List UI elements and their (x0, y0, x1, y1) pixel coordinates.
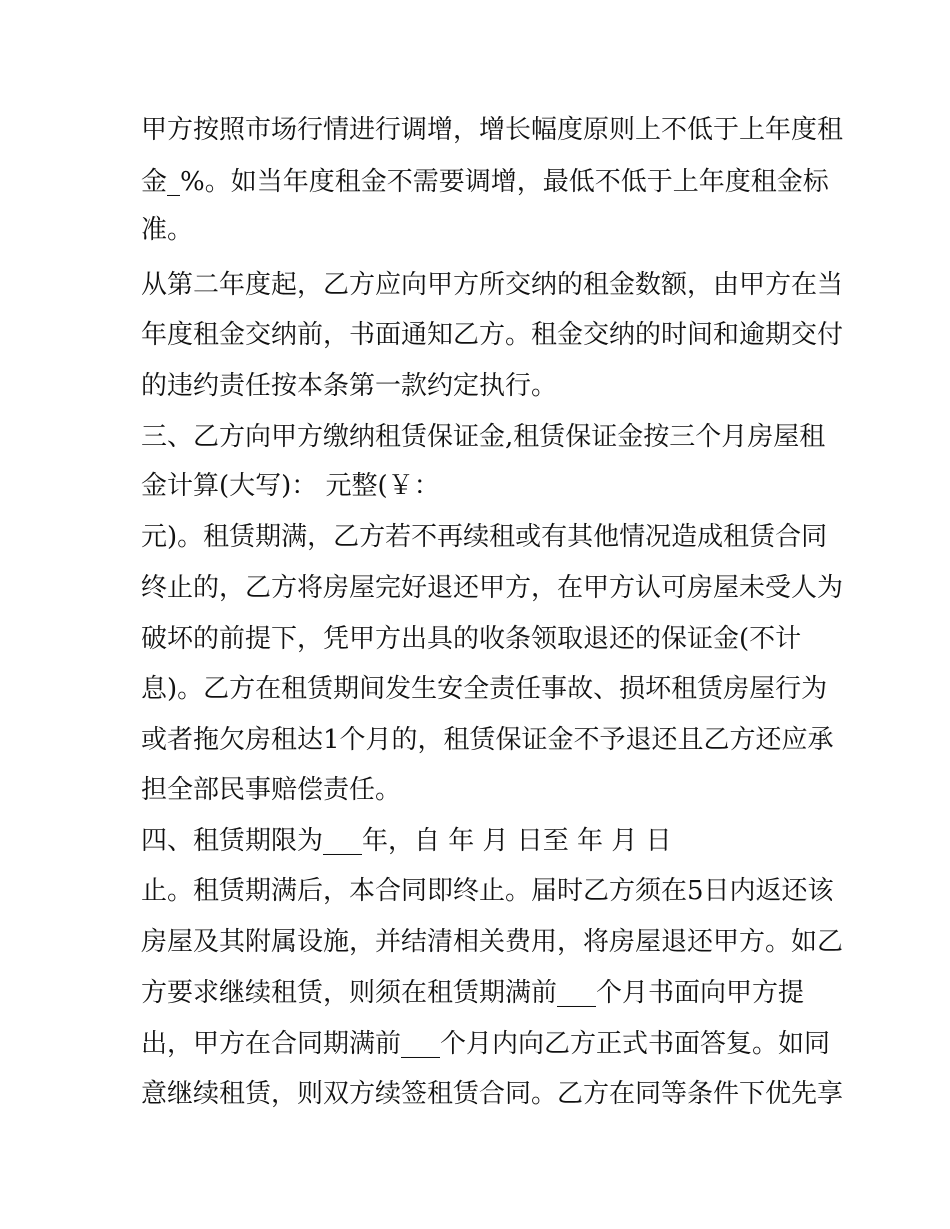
text-line-7: 三、乙方向甲方缴纳租赁保证金,租赁保证金按三个月房屋租 (141, 422, 826, 452)
text-line-5: 年度租金交纳前，书面通知乙方。租金交纳的时间和逾期交付 (141, 320, 844, 350)
text-line-17: 房屋及其附属设施，并结清相关费用，将房屋退还甲方。如乙 (141, 927, 844, 957)
text-line-14: 担全部民事赔偿责任。 (141, 775, 402, 805)
text-line-11: 破坏的前提下，凭甲方出具的收条领取退还的保证金(不计 (141, 624, 802, 654)
text-line-9: 元)。租赁期满，乙方若不再续租或有其他情况造成租赁合同 (141, 522, 828, 552)
text-line-1: 甲方按照市场行情进行调增，增长幅度原则上不低于上年度租 (141, 115, 844, 145)
text-line-19: 出，甲方在合同期满前___个月内向乙方正式书面答复。如同 (141, 1029, 831, 1059)
text-line-6: 的违约责任按本条第一款约定执行。 (141, 371, 558, 401)
text-line-16: 止。租赁期满后，本合同即终止。届时乙方须在5日内返还该 (141, 876, 834, 906)
text-line-10: 终止的，乙方将房屋完好退还甲方，在甲方认可房屋未受人为 (141, 573, 844, 603)
text-line-13: 或者拖欠房租达1个月的，租赁保证金不予退还且乙方还应承 (141, 725, 834, 755)
text-line-18: 方要求继续租赁，则须在租赁期满前___个月书面向甲方提 (141, 978, 805, 1008)
text-line-8: 金计算(大写)： 元整(￥： (141, 471, 440, 501)
text-line-3: 准。 (141, 215, 194, 245)
text-line-4: 从第二年度起，乙方应向甲方所交纳的租金数额，由甲方在当 (141, 270, 844, 300)
text-line-20: 意继续租赁，则双方续签租赁合同。乙方在同等条件下优先享 (141, 1079, 844, 1109)
text-line-15: 四、租赁期限为___年，自 年 月 日至 年 月 日 (141, 826, 672, 856)
text-line-2: 金_%。如当年度租金不需要调增，最低不低于上年度租金标 (141, 167, 829, 197)
text-line-12: 息)。乙方在租赁期间发生安全责任事故、损坏租赁房屋行为 (141, 674, 828, 704)
